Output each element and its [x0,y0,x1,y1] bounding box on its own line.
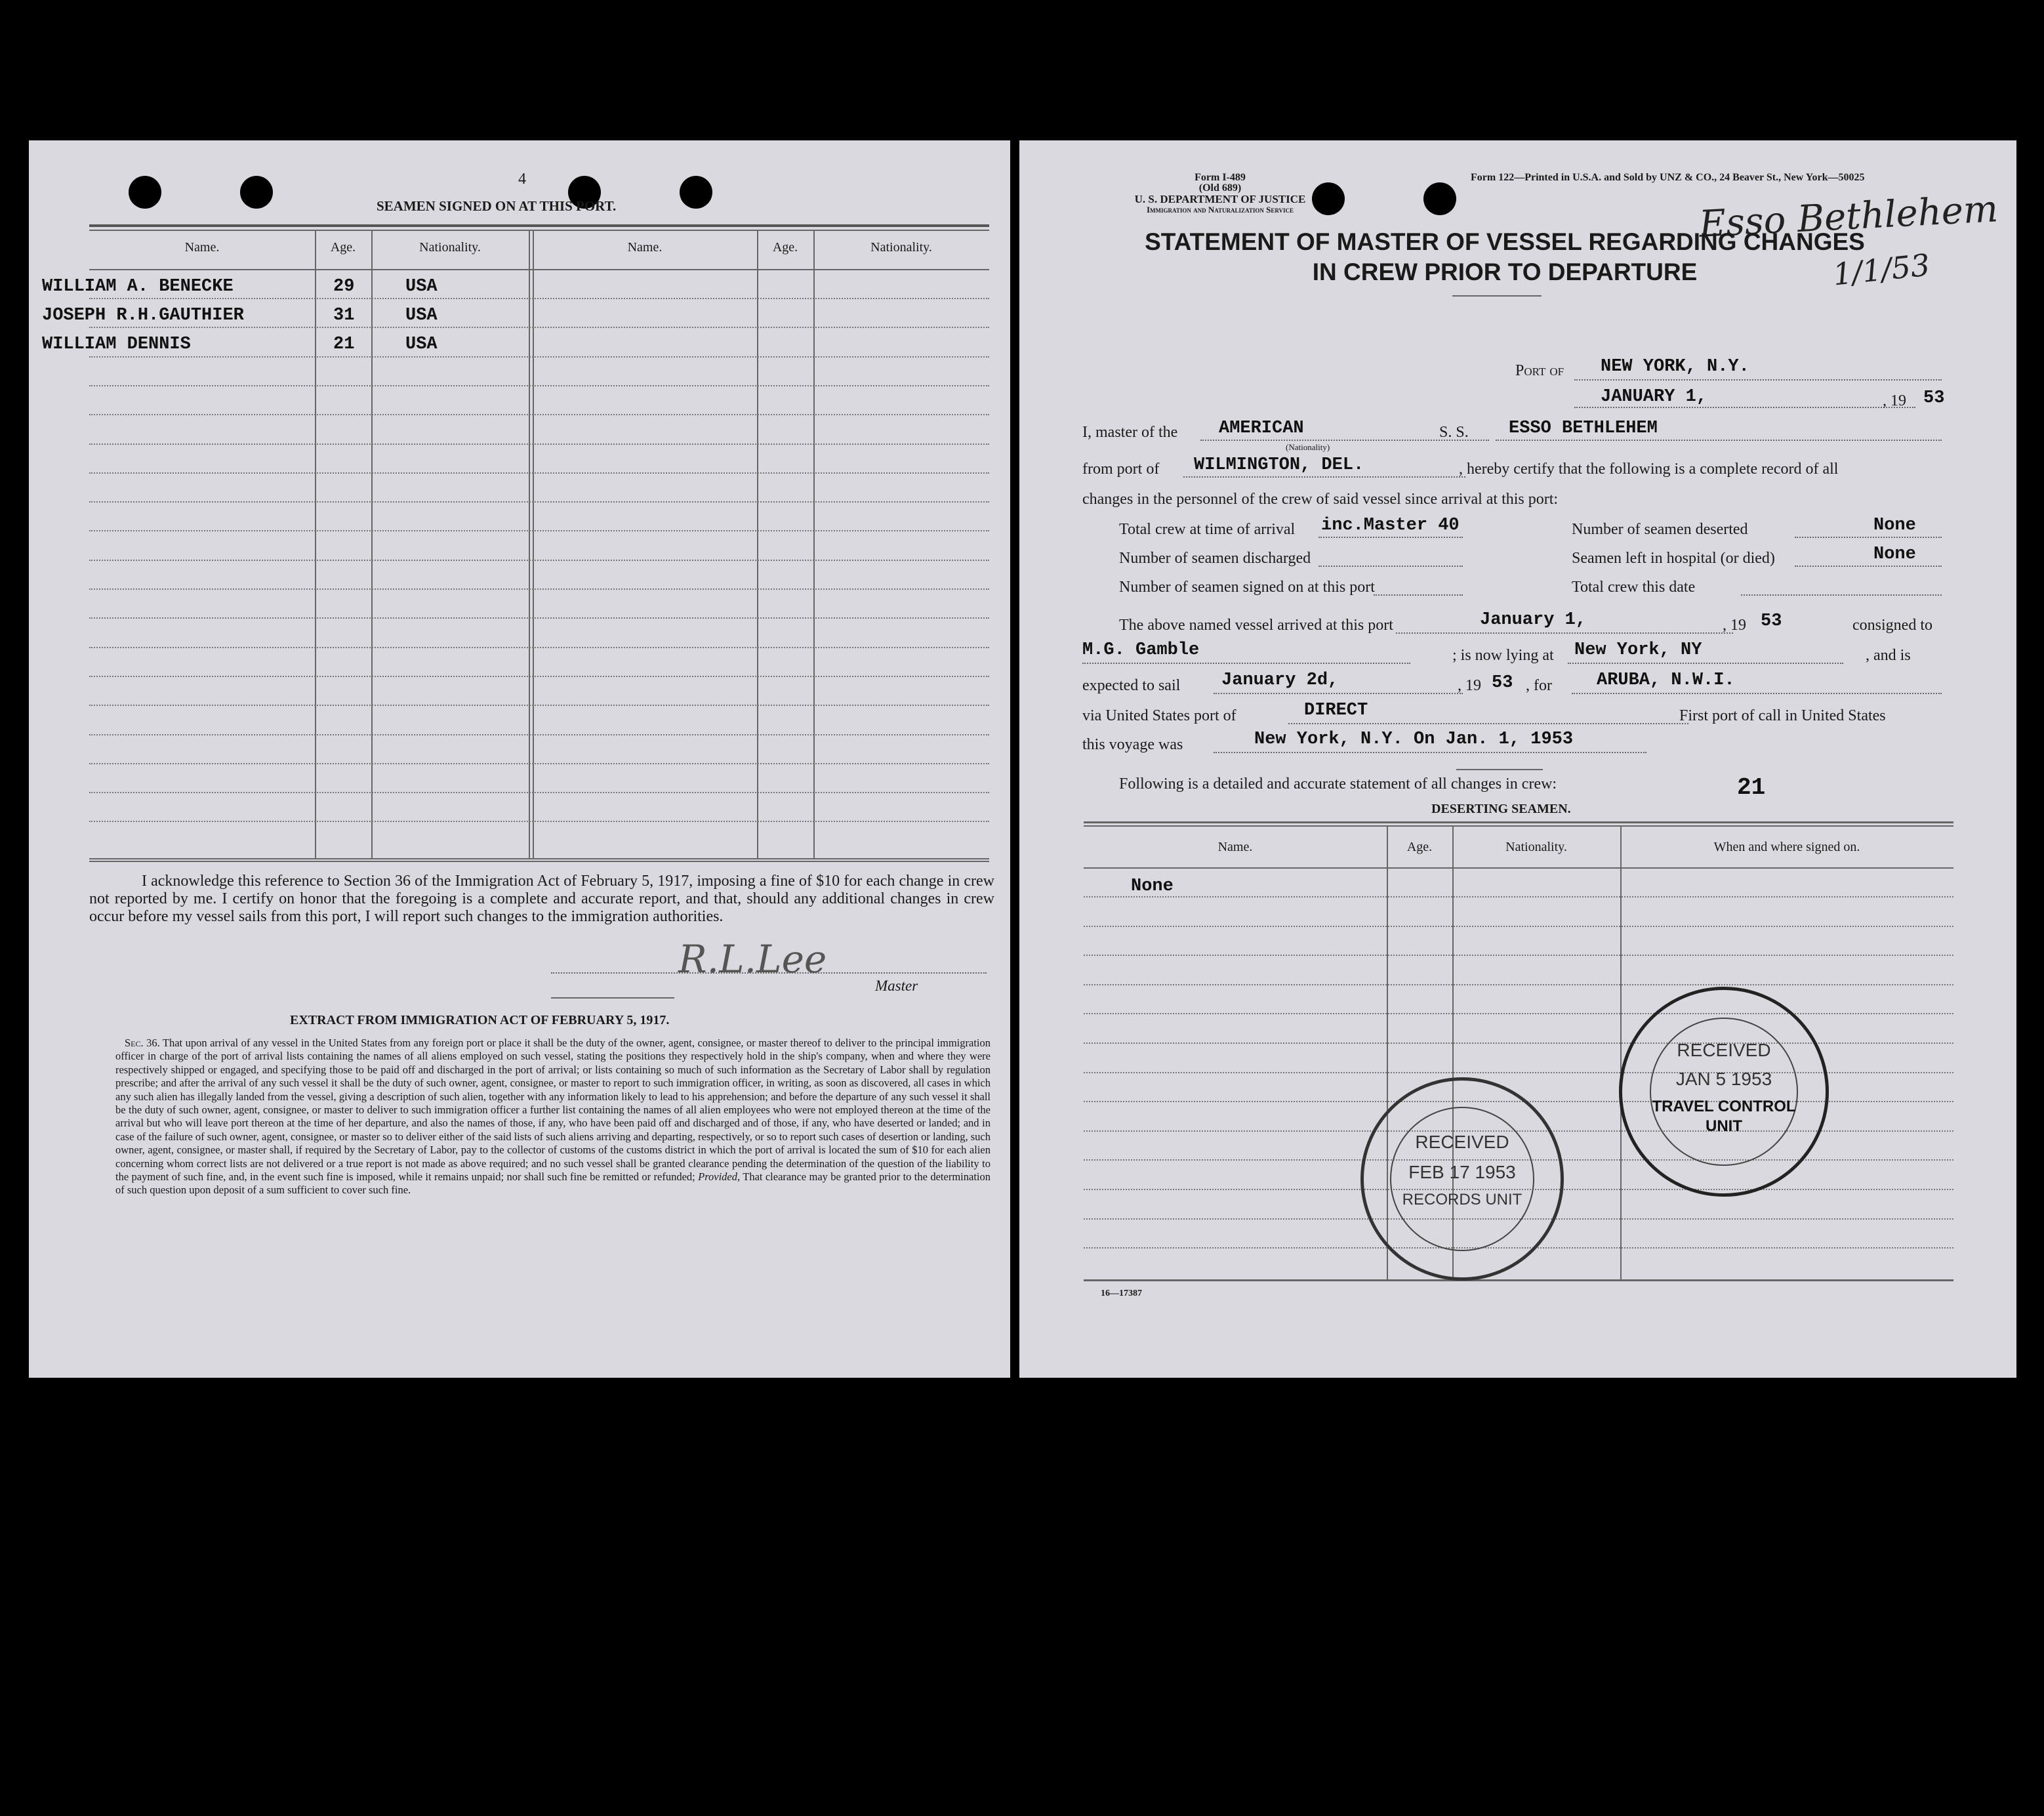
punch-hole [680,176,712,209]
following-label: Following is a detailed and accurate statement of all changes in crew: [1119,775,1557,793]
nationality-caption: (Nationality) [1286,442,1330,452]
form-title: IN CREW PRIOR TO DEPARTURE [1312,258,1698,285]
travel-control-stamp [1619,987,1829,1197]
table-ruling [89,676,989,677]
table-ruling [89,385,989,386]
handwritten-vessel: Esso Bethlehem [1698,188,1999,246]
punch-hole [240,176,273,209]
total-date-line [1741,594,1942,596]
for-line [1572,693,1942,694]
table-ruling [89,705,989,706]
table-ruling [89,792,989,793]
table-ruling [89,647,989,648]
from-port-label: from port of [1082,461,1160,478]
total-crew-value: inc.Master 40 [1321,516,1460,535]
deserting-title: DESERTING SEAMEN. [1431,802,1571,816]
signature-caption: Master [875,978,918,994]
table-ruling [89,414,989,415]
table-bottom-rule [89,858,989,859]
stamp-received: RECEIVED [1415,1132,1509,1152]
col-header-age: Age. [330,240,356,255]
section-title: SEAMEN SIGNED ON AT THIS PORT. [377,198,617,214]
right-page [1019,140,2016,1378]
consignee-value: M.G. Gamble [1082,640,1200,660]
extract-tail: That clearance may be granted prior to the determination of such question upon deposit of a sum sufficient to cover such fine. [115,1170,991,1197]
arrived-label: The above named vessel arrived at this port [1119,617,1393,634]
col-header-nationality: Nationality. [1505,840,1567,854]
table-ruling [89,444,989,445]
arrived-year-prefix: , 19 [1723,617,1746,634]
table-ruling [1084,955,1953,956]
hospital-label: Seamen left in hospital (or died) [1572,550,1775,567]
table-ruling [89,763,989,764]
extract-text [115,1037,991,1197]
rule [551,997,674,999]
from-port-value: WILMINGTON, DEL. [1194,455,1364,475]
col-header-nationality: Nationality. [419,240,481,255]
sail-label: expected to sail [1082,677,1181,694]
lying-label: ; is now lying at [1452,647,1554,664]
table-header-rule [1084,867,1953,869]
seaman-name: WILLIAM DENNIS [42,335,191,354]
sail-value: January 2d, [1221,671,1339,690]
date-value: JANUARY 1, [1601,387,1707,407]
table-top-rule [1084,821,1953,823]
arrived-value: January 1, [1480,610,1587,630]
form-title: STATEMENT OF MASTER OF VESSEL REGARDING CHANGES [1145,228,1865,255]
changes-value: 21 [1737,774,1766,801]
arrived-line [1396,632,1733,634]
deserted-value: None [1873,516,1916,535]
seaman-age: 21 [333,335,355,354]
voyage-line [1214,752,1646,753]
deserted-line [1795,537,1942,538]
lying-value: New York, NY [1574,640,1702,660]
sail-line [1214,693,1463,694]
certify-text: , hereby certify that the following is a complete record of all [1459,461,1839,478]
table-ruling [89,356,989,358]
table-top-rule [89,230,989,231]
rule [1456,769,1543,770]
form-number: Form I-489 [1195,172,1246,183]
table-ruling [89,734,989,735]
extract-lead: Sec. 36. [125,1037,160,1049]
table-ruling [89,501,989,503]
stamp-date: JAN 5 1953 [1675,1069,1772,1089]
records-unit-stamp [1360,1077,1564,1281]
lying-line [1568,663,1843,664]
table-top-rule [1084,825,1953,827]
table-ruling [1084,1013,1953,1014]
stamp-unit: RECORDS UNIT [1402,1191,1523,1208]
port-label: Port of [1515,362,1564,379]
table-bottom-rule [1084,1279,1953,1281]
vessel-line [1496,440,1942,441]
deserting-value: None [1131,877,1174,896]
certify-text-2: changes in the personnel of the crew of said vessel since arrival at this port: [1082,491,1559,508]
punch-hole [129,176,161,209]
table-ruling [89,617,989,619]
extract-provided: Provided, [698,1170,741,1184]
col-header-name: Name. [627,240,663,255]
table-ruling [1084,984,1953,985]
for-label: , for [1526,677,1552,694]
signature-line [551,972,987,974]
seaman-nationality: USA [405,335,438,354]
total-date-label: Total crew this date [1572,579,1696,596]
master-label: I, master of the [1082,424,1178,441]
page-number: 4 [518,171,526,188]
table-ruling [1084,896,1953,898]
seaman-name: WILLIAM A. BENECKE [42,277,234,297]
voyage-value: New York, N.Y. On Jan. 1, 1953 [1254,730,1574,749]
via-value: DIRECT [1304,701,1368,720]
department: U. S. DEPARTMENT OF JUSTICE [1134,193,1306,205]
discharged-label: Number of seamen discharged [1119,550,1311,567]
arrived-year: 53 [1761,611,1782,631]
via-label: via United States port of [1082,707,1237,724]
extract-body: That upon arrival of any vessel in the United States from any foreign port or place it shall be the duty of the owner, agent, consignee, or master thereof to deliver to the principal immigration officer in charge of the port of arrival lists containing the names of all aliens employed on such vessel, stating the positions they respectively hold in the ship's company, when and where they were respectively shipped or engaged, and specifying those to be paid off and discharged in the port of arrival; or lists containing so much of such information as the Secretary of Labor shall by regulation prescribe; and after the arrival of any such vessel it shall be the duty of such owner, agent, consignee, or master to report to such immigration officer, in writing, as soon as discovered, all cases in which any such alien has illegally landed from the vessel, giving a description of such alien, together with any information likely to lead to his apprehension; and before the departure of any such vessel it shall be the duty of such owner, agent, consignee, or master to deliver to such immigration officer a further list containing the names of all alien employees who were not employed thereon at the time of the arrival but who will leave port thereon at the time of her departure, and also the names of those, if any, who have been paid off and discharged and of those, if any, who have deserted or landed; and in case of the failure of such owner, agent, consignee, or master so to deliver either of the said lists of such aliens arriving and departing, respectively, or so to report such cases of desertion or landing, such owner, agent, consignee, or master shall, if required by the Secretary of Labor, pay to the collector of customs of the customs district in which the port of arrival is located the sum of $10 for each alien concerning whom correct lists are not delivered or a true report is not made as above required; and no such vessel shall be granted clearance pending the determination of the question of the liability to the payment of such fine, and, in the event such fine is imposed, while it remains unpaid; nor shall such fine be remitted or refunded; [115,1037,991,1184]
service: Immigration and Naturalization Service [1146,205,1294,215]
year-prefix: , 19 [1883,392,1906,409]
consignee-line [1082,663,1410,664]
rule [89,861,989,862]
table-ruling [89,327,989,328]
handwritten-date: 1/1/53 [1831,247,1932,293]
signed-on-line [1374,594,1463,596]
discharged-line [1318,566,1463,567]
seaman-age: 31 [333,306,355,325]
master-signature: R.L.Lee [678,937,827,981]
table-ruling [89,821,989,822]
ss-label: S. S. [1439,424,1469,441]
left-page [29,140,1010,1378]
and-is-label: , and is [1866,647,1911,664]
stamp-date: FEB 17 1953 [1408,1162,1516,1182]
seaman-nationality: USA [405,277,438,297]
year-value: 53 [1923,388,1945,408]
nationality-value: AMERICAN [1219,419,1304,438]
table-ruling [89,560,989,561]
extract-title: EXTRACT FROM IMMIGRATION ACT OF FEBRUARY 5, 1917. [290,1013,670,1027]
from-port-line [1183,476,1465,478]
total-crew-line [1318,537,1463,538]
seaman-age: 29 [333,277,355,297]
deserted-label: Number of seamen deserted [1572,521,1748,538]
first-port-label: First port of call in United States [1679,707,1886,724]
col-header-age: Age. [772,240,798,255]
stamp-unit: TRAVEL CONTROL [1652,1098,1796,1115]
seaman-nationality: USA [405,306,438,325]
form-old-number: (Old 689) [1198,182,1242,194]
table-ruling [89,472,989,474]
col-header-when-where: When and where signed on. [1713,840,1860,854]
table-ruling [89,530,989,531]
port-line [1574,379,1942,381]
signed-on-label: Number of seamen signed on at this port [1119,579,1375,596]
stamp-unit: UNIT [1706,1117,1742,1135]
hospital-line [1795,566,1942,567]
col-header-name: Name. [184,240,220,255]
col-header-name: Name. [1217,840,1253,854]
col-header-nationality: Nationality. [870,240,932,255]
printer-line: Form 122—Printed in U.S.A. and Sold by UNZ & CO., 24 Beaver St., New York—50025 [1471,172,1865,183]
acknowledgement-text: I acknowledge this reference to Section 36 of the Immigration Act of February 5, 1917, imposing a fine of $10 for each change in crew not reported by me. I certify on honor that the foregoing is a complete and accurate report, and that, should any additional changes in crew occur before my vessel sails from this port, I will report such changes to the immigration authorities. [89,873,994,925]
col-header-age: Age. [1406,840,1433,854]
hospital-value: None [1873,545,1916,564]
consigned-label: consigned to [1852,617,1932,634]
date-line [1574,407,1915,408]
column-divider [1620,827,1622,1279]
footer-code: 16—17387 [1101,1289,1142,1298]
sail-year: 53 [1492,673,1513,693]
rule [1452,295,1542,297]
total-crew-label: Total crew at time of arrival [1119,521,1296,538]
table-ruling [89,298,989,299]
stamp-received: RECEIVED [1677,1040,1771,1060]
table-ruling [89,588,989,590]
table-ruling [1084,926,1953,927]
table-top-rule [89,224,989,227]
voyage-label: this voyage was [1082,736,1183,753]
table-header-rule [89,269,989,270]
port-value: NEW YORK, N.Y. [1601,357,1749,377]
punch-hole [1423,182,1456,215]
seaman-name: JOSEPH R.H.GAUTHIER [42,306,244,325]
sail-year-prefix: , 19 [1458,677,1481,694]
via-line [1288,723,1688,724]
for-value: ARUBA, N.W.I. [1597,671,1735,690]
vessel-value: ESSO BETHLEHEM [1509,419,1658,438]
